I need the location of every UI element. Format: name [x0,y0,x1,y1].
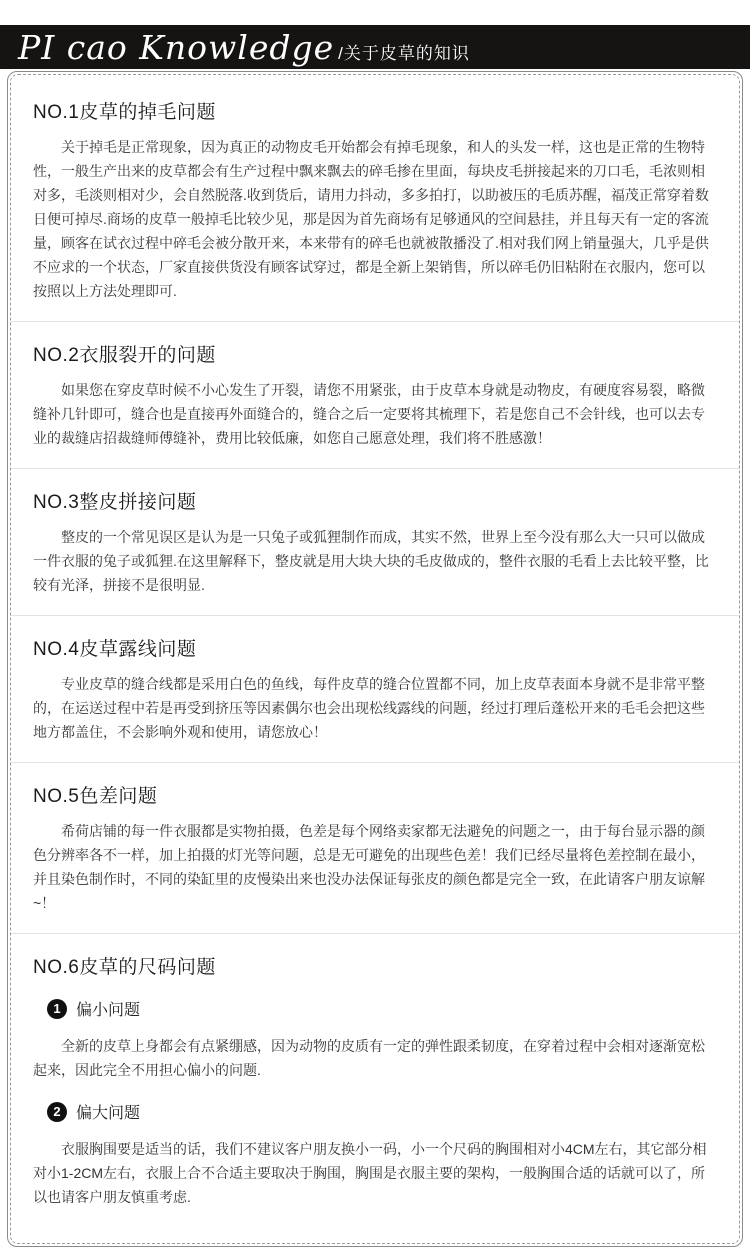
number-2-badge-icon: 2 [47,1102,67,1122]
section-heading: NO.2衣服裂开的问题 [33,345,216,366]
section-heading: NO.3整皮拼接问题 [33,492,197,513]
content-outer-border [7,71,743,1247]
subsection-title-label: 偏大问题 [76,1105,141,1122]
section-body: 专业皮草的缝合线都是采用白色的鱼线，每件皮草的缝合位置都不同，加上皮草表面本身就不是非常平整的，在运送过程中若是再受到挤压等因素偶尔也会出现松线露线的问题，经过打理后蓬松开来的毛毛会把这些地方都盖住，不会影响外观和使用，请您放心！ [33,676,705,740]
subsection-body: 全新的皮草上身都会有点紧绷感，因为动物的皮质有一定的弹性跟柔韧度，在穿着过程中会相对逐渐宽松起来，因此完全不用担心偏小的问题. [33,1038,705,1078]
fur-knowledge-page [0,25,750,1205]
subsection-title-small [47,997,715,1020]
header-subtitle: /关于皮草的知识 [338,43,470,63]
subsection-title-label: 偏小问题 [76,1002,141,1019]
header-band [0,25,750,69]
section-exposed-thread [11,616,739,763]
section-shedding [11,79,739,322]
subsection-title-large [47,1100,715,1123]
section-heading: NO.5色差问题 [33,786,158,807]
section-body: 希荷店铺的每一件衣服都是实物拍摄，色差是每个网络卖家都无法避免的问题之一，由于每台显示器的颜色分辨率各不一样，加上拍摄的灯光等问题，总是无可避免的出现些色差！我们已经尽量将色差控制在最小，并且染色制作时，不同的染缸里的皮慢染出来也没办法保证每张皮的颜色都是完全一致，在此请客户朋友谅解~！ [33,823,705,911]
section-sizing [11,934,739,1237]
section-heading: NO.6皮草的尺码问题 [33,957,216,978]
subsection-body: 衣服胸围要是适当的话，我们不建议客户朋友换小一码，小一个尺码的胸围相对小4CM左右，其它部分相对小1-2CM左右，衣服上合不合适主要取决于胸围，胸围是衣服主要的架构，一般胸围合适的话就可以了，所以也请客户朋友慎重考虑. [33,1141,707,1205]
section-body: 关于掉毛是正常现象，因为真正的动物皮毛开始都会有掉毛现象，和人的头发一样，这也是正常的生物特性，一般生产出来的皮草都会有生产过程中飘来飘去的碎毛掺在里面，每块皮毛拼接起来的刀口毛，毛浓则相对多，毛淡则相对少，会自然脱落.收到货后，请用力抖动，多多拍打，以助被压的毛质苏醒，福茂正常穿着数日便可掉尽.商场的皮草一般掉毛比较少见，那是因为首先商场有足够通风的空间悬挂，并且每天有一定的客流量，顾客在试衣过程中碎毛会被分散开来，本来带有的碎毛也就被散播没了.相对我们网上销量强大，几乎是供不应求的一个状态，厂家直接供货没有顾客试穿过，都是全新上架销售，所以碎毛仍旧粘附在衣服内，您可以按照以上方法处理即可. [33,139,709,299]
section-cracking [11,322,739,469]
number-1-badge-icon: 1 [47,999,67,1019]
section-whole-pelt [11,469,739,616]
section-color-difference [11,763,739,934]
section-body: 如果您在穿皮草时候不小心发生了开裂，请您不用紧张，由于皮草本身就是动物皮，有硬度容易裂，略微缝补几针即可，缝合也是直接再外面缝合的，缝合之后一定要将其梳理下，若是您自己不会针线，也可以去专业的裁缝店招裁缝师傅缝补，费用比较低廉，如您自己愿意处理，我们将不胜感激！ [33,382,705,446]
section-heading: NO.4皮草露线问题 [33,639,197,660]
brand-script-title: PI cao Knowledge [18,27,335,67]
content-inner-border [10,74,740,1244]
section-body: 整皮的一个常见误区是认为是一只兔子或狐狸制作而成，其实不然，世界上至今没有那么大一只可以做成一件衣服的兔子或狐狸.在这里解释下，整皮就是用大块大块的毛皮做成的，整件衣服的毛看上去比较平整，比较有光泽，拼接不是很明显. [33,529,709,593]
section-heading: NO.1皮草的掉毛问题 [33,102,216,123]
